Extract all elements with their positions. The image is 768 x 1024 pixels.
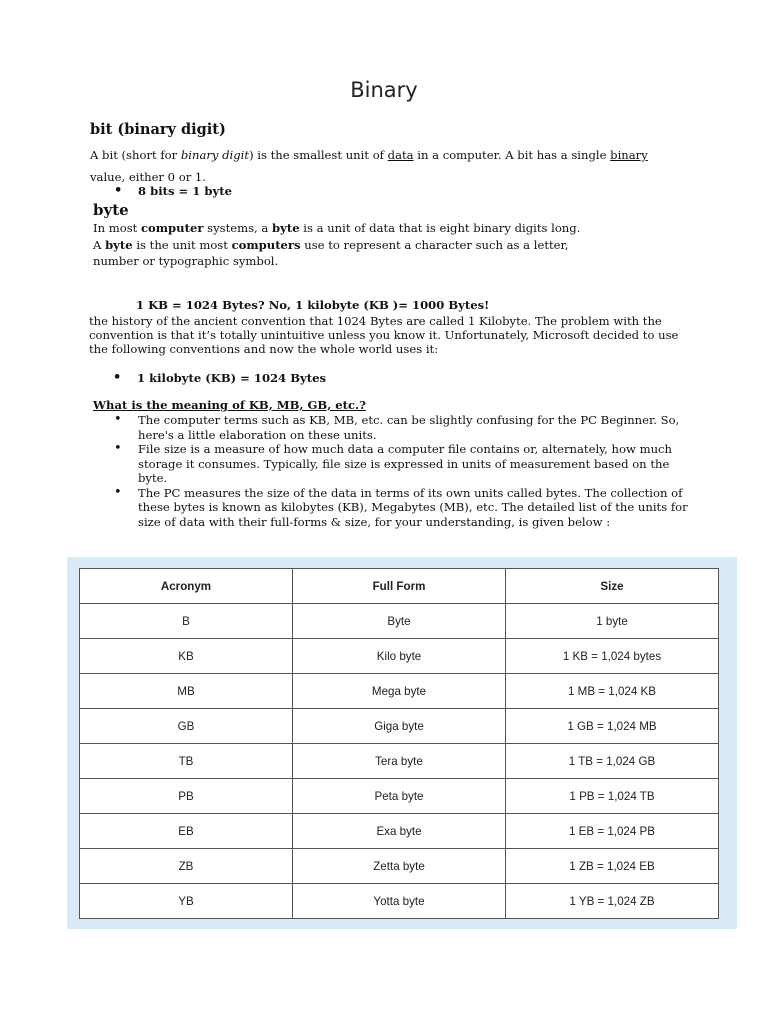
table-row	[80, 779, 719, 814]
cell-acronym: B	[80, 604, 293, 639]
cell-size: 1 ZB = 1,024 EB	[506, 849, 719, 884]
cell-full-form: Peta byte	[293, 779, 506, 814]
meaning-bullet: • The PC measures the size of the data in terms of its own units called bytes. The collection of these bytes is known as kilobytes (KB), Megabytes (MB), etc. The detailed list of the units for size of data with their full-forms & size, for your understanding, is given below :	[90, 486, 690, 530]
byte-line-3: number or typographic symbol.	[93, 254, 279, 268]
cell-size: 1 MB = 1,024 KB	[506, 674, 719, 709]
cell-full-form: Exa byte	[293, 814, 506, 849]
cell-size: 1 TB = 1,024 GB	[506, 744, 719, 779]
byte-line-2	[93, 237, 673, 254]
cell-full-form: Giga byte	[293, 709, 506, 744]
byte-heading: byte	[93, 201, 129, 219]
cell-size: 1 byte	[506, 604, 719, 639]
header-acronym: Acronym	[80, 569, 293, 604]
bit-bullet-list	[90, 183, 650, 199]
cell-size: 1 PB = 1,024 TB	[506, 779, 719, 814]
cell-acronym: YB	[80, 884, 293, 919]
byte-paragraph	[93, 220, 673, 270]
byte-l2-b: is the unit most	[132, 237, 232, 252]
header-size: Size	[506, 569, 719, 604]
meaning-bullet-list	[90, 413, 690, 529]
cell-acronym: GB	[80, 709, 293, 744]
cell-acronym: MB	[80, 674, 293, 709]
cell-size: 1 GB = 1,024 MB	[506, 709, 719, 744]
bit-text-em: binary digit	[180, 148, 250, 162]
binary-link[interactable]: binary	[610, 148, 648, 162]
cell-size: 1 KB = 1,024 bytes	[506, 639, 719, 674]
kb-paragraph: the history of the ancient convention that 1024 Bytes are called 1 Kilobyte. The problem with the convention is that it’s totally unintuitive unless you know it. Unfortunately, Microsoft decided to use the following conventions and now the whole world uses it:	[89, 314, 679, 356]
table-row	[80, 709, 719, 744]
byte-l2-a: A	[93, 237, 106, 252]
table-row	[80, 814, 719, 849]
bit-text-1: A bit (short for	[90, 148, 181, 162]
cell-acronym: PB	[80, 779, 293, 814]
meaning-heading: What is the meaning of KB, MB, GB, etc.?	[93, 398, 366, 412]
byte-l1-c: is a unit of data that is eight binary digits long.	[299, 221, 581, 235]
units-table-panel	[67, 557, 737, 929]
bit-text-2: ) is the smallest unit of	[249, 148, 388, 162]
byte-l1-computer: computer	[141, 221, 204, 235]
cell-size: 1 YB = 1,024 ZB	[506, 884, 719, 919]
cell-acronym: EB	[80, 814, 293, 849]
table-row	[80, 744, 719, 779]
byte-l2-byte: byte	[105, 237, 133, 252]
table-row	[80, 884, 719, 919]
units-table	[79, 568, 719, 919]
page-title: Binary	[350, 78, 418, 102]
bit-heading: bit (binary digit)	[90, 121, 226, 138]
bit-text-3: in a computer. A bit has a single	[413, 148, 611, 162]
cell-full-form: Byte	[293, 604, 506, 639]
byte-l1-a: In most	[93, 221, 141, 235]
cell-full-form: Tera byte	[293, 744, 506, 779]
cell-acronym: ZB	[80, 849, 293, 884]
cell-size: 1 EB = 1,024 PB	[506, 814, 719, 849]
byte-l2-c: use to represent a character such as a letter,	[300, 237, 569, 252]
meaning-bullet: • File size is a measure of how much data a computer file contains or, alternately, how much storage it consumes. Typically, file size is expressed in units of measurement based on the byte.	[90, 442, 690, 486]
bit-text-4: value, either 0 or 1.	[90, 170, 206, 184]
kb-heading: 1 KB = 1024 Bytes? No, 1 kilobyte (KB )= 1000 Bytes!	[136, 298, 490, 312]
header-full-form: Full Form	[293, 569, 506, 604]
data-link[interactable]: data	[387, 148, 414, 162]
kb-bullet-list	[89, 370, 649, 386]
cell-full-form: Kilo byte	[293, 639, 506, 674]
cell-acronym: TB	[80, 744, 293, 779]
kb-bullet: • 1 kilobyte (KB) = 1024 Bytes	[89, 370, 649, 386]
byte-l2-computers: computers	[231, 237, 301, 252]
byte-line-1	[93, 220, 673, 237]
table-header-row	[80, 569, 719, 604]
byte-l1-b: systems, a	[203, 221, 273, 235]
cell-full-form: Zetta byte	[293, 849, 506, 884]
table-row	[80, 674, 719, 709]
bit-paragraph	[90, 144, 650, 188]
table-row	[80, 849, 719, 884]
table-row	[80, 604, 719, 639]
cell-full-form: Mega byte	[293, 674, 506, 709]
table-row	[80, 639, 719, 674]
bit-bullet: • 8 bits = 1 byte	[90, 183, 650, 199]
byte-l1-byte: byte	[272, 221, 300, 235]
cell-acronym: KB	[80, 639, 293, 674]
meaning-bullet: • The computer terms such as KB, MB, etc. can be slightly confusing for the PC Beginner. So, here's a little elaboration on these units.	[90, 413, 690, 442]
cell-full-form: Yotta byte	[293, 884, 506, 919]
